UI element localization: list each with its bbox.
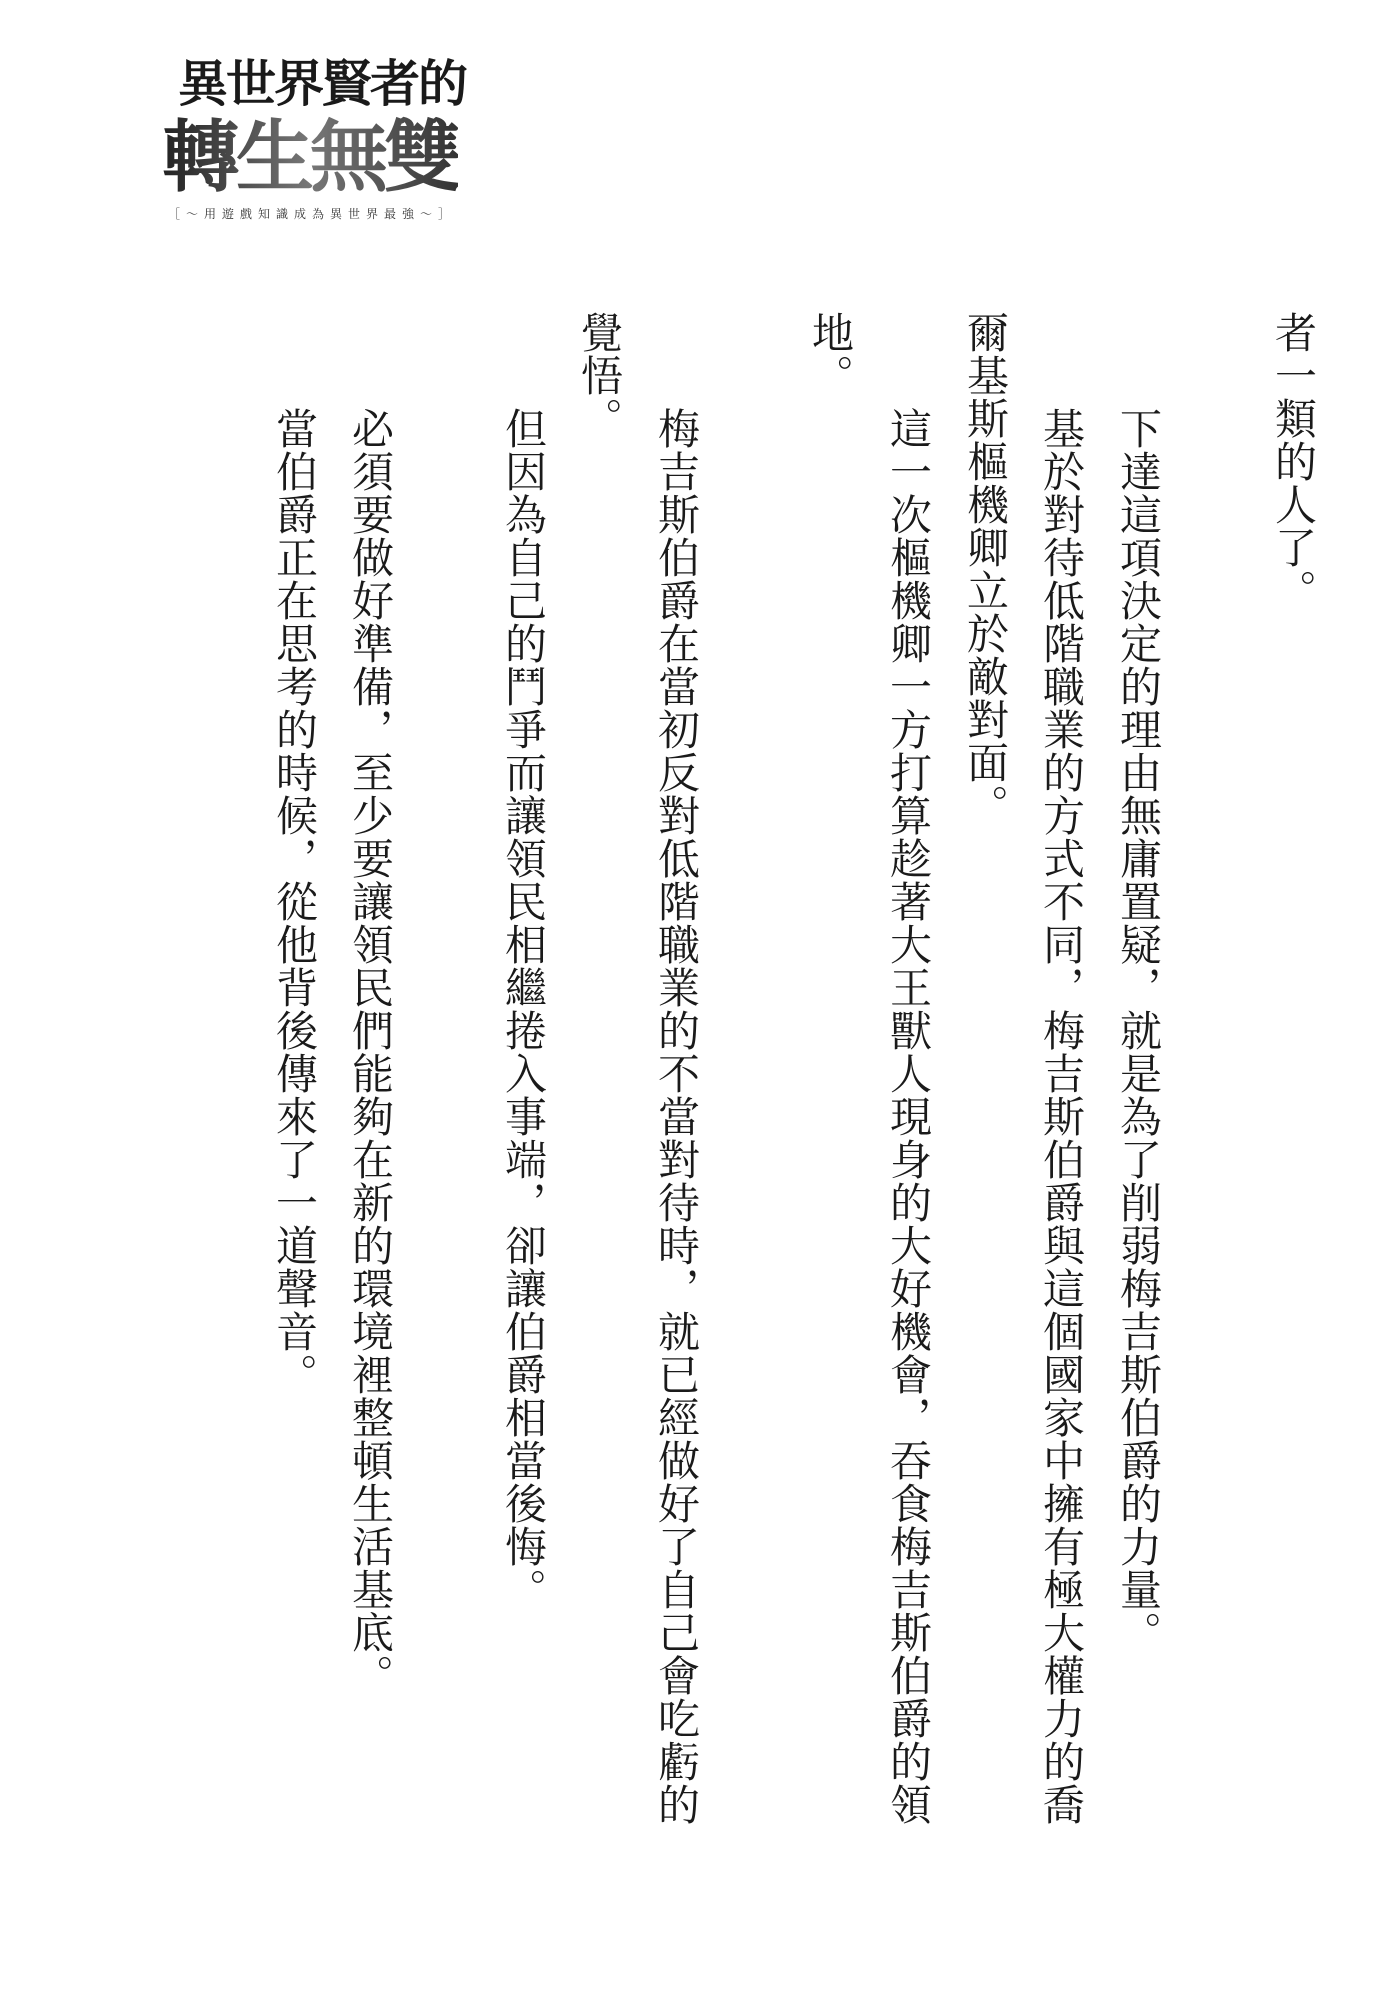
logo-title-line1: 異世界賢者的 [178,54,466,113]
text-column: 下達這項決定的理由無庸置疑，就是為了削弱梅吉斯伯爵的力量。 [1114,407,1163,1654]
text-column: 這一次樞機卿一方打算趁著大王獸人現身的大好機會，吞食梅吉斯伯爵的領 [884,407,933,1826]
text-column: 覺悟。 [575,311,624,440]
text-column: 爾基斯樞機卿立於敵對面。 [961,311,1010,827]
text-column: 但因為自己的鬥爭而讓領民相繼捲入事端，卻讓伯爵相當後悔。 [499,407,548,1611]
logo-title-line2: 轉生無雙 [162,113,459,203]
text-column: 梅吉斯伯爵在當初反對低階職業的不當對待時，就已經做好了自己會吃虧的 [652,407,701,1826]
book-title-logo [160,56,500,226]
text-column: 地。 [806,311,855,397]
text-column: 基於對待低階職業的方式不同，梅吉斯伯爵與這個國家中擁有極大權力的喬 [1037,407,1086,1826]
text-column: 者一類的人了。 [1269,311,1318,612]
text-column: 當伯爵正在思考的時候，從他背後傳來了一道聲音。 [270,407,319,1396]
text-column: 必須要做好準備，至少要讓領民們能夠在新的環境裡整頓生活基底。 [346,407,395,1697]
logo-subtitle: ［～用遊戲知識成為異世界最強～］ [168,207,457,221]
